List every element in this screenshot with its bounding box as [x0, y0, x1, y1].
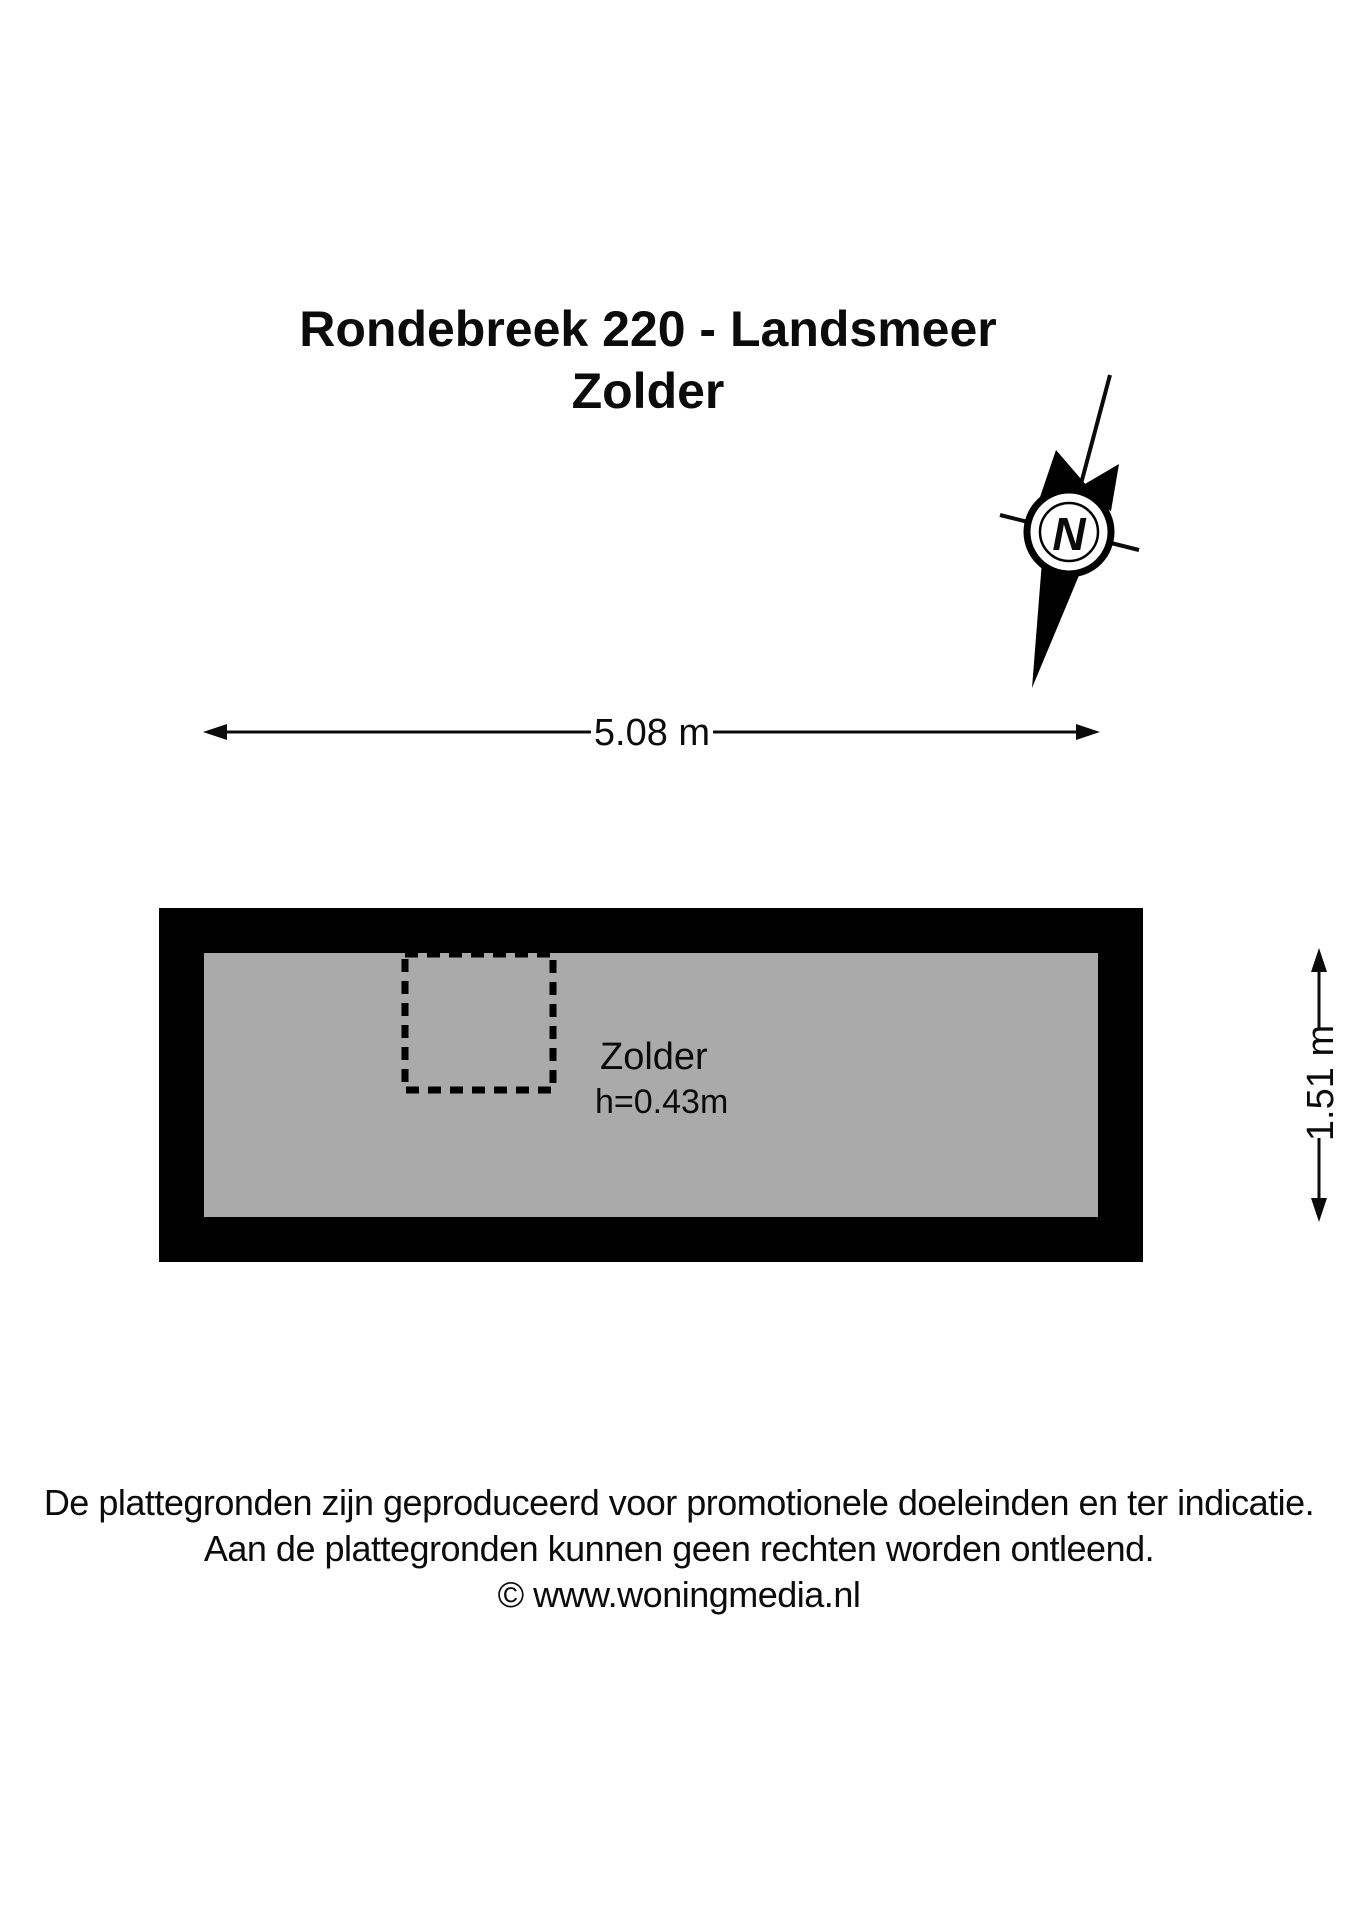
dim-arrow-right [1076, 724, 1100, 740]
dim-arrow-left [203, 724, 227, 740]
room-clearance-label: h=0.43m [595, 1083, 729, 1121]
zolder-floor-area [204, 953, 1098, 1217]
north-compass-icon [995, 365, 1155, 700]
dim-arrow-bottom [1311, 1198, 1327, 1222]
height-dimension-label: 1.51 m [1300, 1024, 1342, 1142]
room-name-label: Zolder [600, 1036, 708, 1078]
page-title-floor: Zolder [571, 363, 725, 419]
disclaimer-line-1: De plattegronden zijn geproduceerd voor promotionele doeleinden en ter indicatie. [43, 1482, 1315, 1523]
dim-arrow-top [1311, 948, 1327, 972]
compass-south-spike [1032, 561, 1080, 688]
hatch-opening-rect [405, 954, 553, 1090]
height-dimension [1298, 948, 1352, 1222]
width-dimension [203, 712, 1100, 752]
width-dimension-label: 5.08 m [593, 712, 711, 752]
hatch-opening-dashed [398, 947, 562, 1097]
disclaimer-line-2: Aan de plattegronden kunnen geen rechten worden ontleend. [203, 1528, 1155, 1569]
disclaimer [9, 1480, 1349, 1618]
compass-north-label: N [1052, 508, 1086, 560]
page-title-address: Rondebreek 220 - Landsmeer [299, 301, 997, 357]
zolder-walls [159, 908, 1143, 1262]
copyright-line: © www.woningmedia.nl [497, 1574, 861, 1615]
